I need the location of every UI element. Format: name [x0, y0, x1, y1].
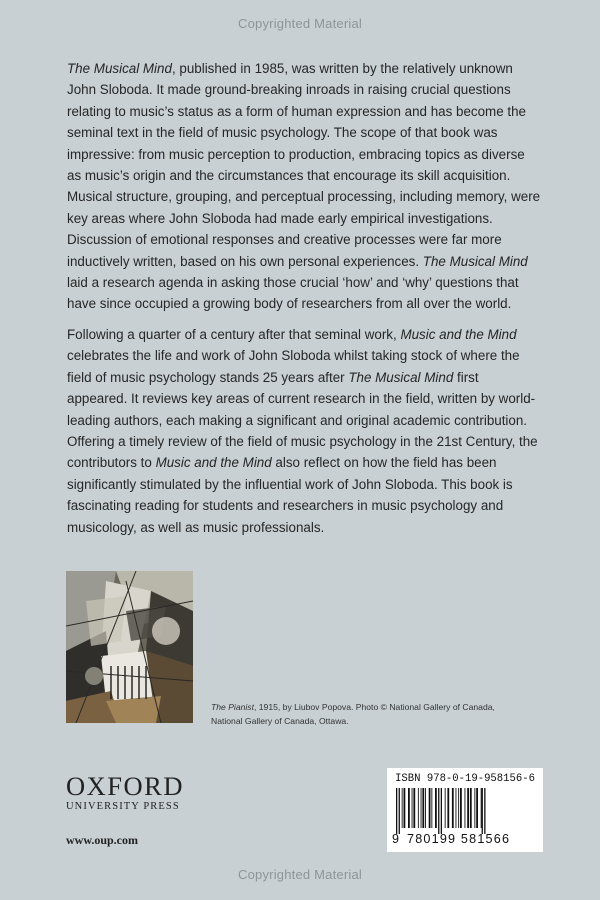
book-title-italic: The Musical Mind	[67, 61, 172, 76]
barcode-bar	[431, 788, 432, 828]
barcode-bar	[456, 788, 457, 828]
barcode-bar	[425, 788, 426, 828]
barcode-bar	[445, 788, 446, 828]
barcode-guard-bar	[482, 788, 483, 834]
publisher-subtitle: UNIVERSITY PRESS	[66, 801, 180, 812]
barcode-bar	[422, 788, 424, 828]
barcode-bar	[474, 788, 475, 828]
barcode-bar	[404, 788, 406, 828]
barcode-bar	[476, 788, 478, 828]
blurb-text-run: celebrates the life and work of John Sloboda whilst taking stock of where the field of music psychology stands 25 years after	[67, 348, 520, 385]
book-title-italic: The Musical Mind	[348, 369, 454, 385]
blurb-text-run: laid a research agenda in asking those crucial ‘how’ and ‘why’ questions that have since occupied a growing body of researchers from all over the world.	[67, 275, 519, 312]
barcode-bar	[402, 788, 403, 828]
barcode-bar	[435, 788, 437, 828]
barcode-bar	[418, 788, 419, 828]
barcode-bar	[467, 788, 469, 828]
barcode-bar	[421, 788, 422, 828]
copyright-watermark-bottom: Copyrighted Material	[238, 867, 362, 882]
barcode-bar	[465, 788, 466, 828]
oxford-university-press-logo	[66, 773, 196, 812]
barcode-bar	[452, 788, 454, 828]
publisher-name: OXFORD	[66, 771, 184, 801]
publisher-website: www.oup.com	[66, 833, 139, 847]
barcode-guard-bar	[399, 788, 400, 834]
barcode-guard-bar	[441, 788, 442, 834]
barcode-bar	[447, 788, 449, 828]
ean-remaining-digits: 780199 581566	[407, 832, 511, 846]
cover-painting-image	[66, 571, 193, 723]
book-title-italic: Music and the Mind	[400, 326, 517, 342]
barcode-bar	[458, 788, 459, 828]
barcode-bar	[470, 788, 472, 828]
ean-first-digit: 9	[392, 832, 401, 846]
barcode-bar	[460, 788, 462, 828]
blurb-text-run: first appeared. It reviews key areas of current research in the field, written by world-leading authors, each making a significant and original academic contribution. Offering a timely review of the field of music psychology in the 21st Century, the contributors to	[67, 369, 538, 471]
barcode-bars	[394, 788, 536, 834]
barcode-guard-bar	[396, 788, 397, 834]
barcode-bar	[412, 788, 413, 828]
book-title-italic: Music and the Mind	[155, 455, 272, 471]
barcode-guard-bar	[438, 788, 439, 834]
blurb-paragraph-2	[67, 324, 541, 538]
barcode-bar	[413, 788, 415, 828]
blurb-text-run: , published in 1985, was written by the relatively unknown John Sloboda. It made ground-breaking inroads in raising crucial questions relating to music’s status as a form of human expression and has become the seminal text in the field of music psychology. The scope of that book was impressive: from music perception to production, embracing topics as diverse as music’s origin and the circumstances that encourage its skill acquisition. Musical structure, grouping, and perceptual processing, including memory, were key areas where John Sloboda had made early empirical investigations. Discussion of emotional responses and creative processes were far more inductively written, based on his own personal experiences.	[67, 61, 541, 269]
painting-title: The Pianist	[211, 702, 254, 712]
blurb-text-run: Following a quarter of a century after that seminal work,	[67, 326, 401, 342]
blurb-paragraph-1	[67, 58, 541, 315]
blurb-text-run: also reflect on how the field has been significantly stimulated by the influential work of John Sloboda. This book is fascinating reading for students and researchers in music psychology and musicology, as well as music professionals.	[67, 455, 513, 535]
barcode-bar	[408, 788, 410, 828]
book-title-italic: The Musical Mind	[422, 253, 528, 269]
back-cover-blurb	[67, 58, 541, 547]
isbn-text: ISBN 978-0-19-958156-6	[395, 773, 535, 785]
barcode-bar	[481, 788, 482, 828]
copyright-watermark-top: Copyrighted Material	[238, 16, 362, 31]
isbn-barcode	[387, 768, 543, 852]
painting-caption	[211, 701, 511, 728]
barcode-guard-bar	[484, 788, 485, 834]
painting-credit: , 1915, by Liubov Popova. Photo © National Gallery of Canada, National Gallery of Canada, Ottawa.	[211, 702, 495, 726]
barcode-bar	[429, 788, 431, 828]
